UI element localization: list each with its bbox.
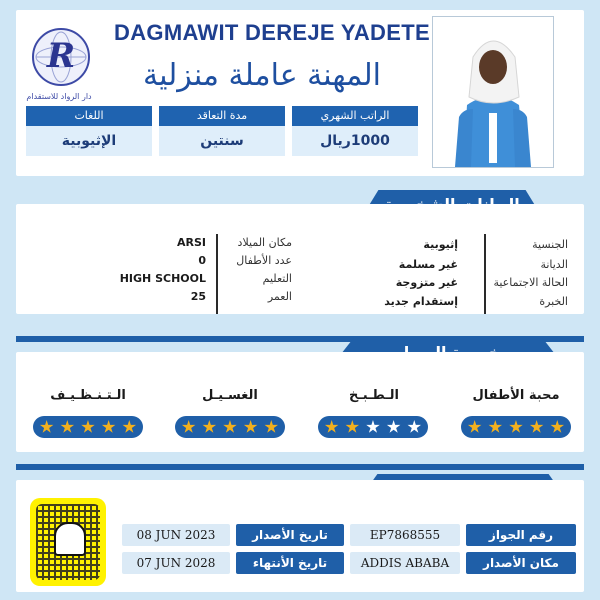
- worker-photo: [432, 16, 554, 168]
- star-filled-icon: [264, 420, 278, 434]
- skill-name-cleaning: الـتـنـظـيـف: [50, 388, 126, 403]
- expiry-date-label: تاريخ الأنتهاء: [236, 552, 344, 574]
- expiry-date-value: 07 JUN 2028: [122, 552, 230, 574]
- skill-name-cooking: الـطـبـخ: [348, 388, 399, 403]
- children-label: عدد الأطفال: [236, 254, 292, 267]
- skill-rating-childcare: [461, 416, 571, 438]
- issue-place-value: ADDIS ABABA: [350, 552, 460, 574]
- star-filled-icon: [468, 420, 482, 434]
- worker-name: DAGMAWIT DEREJE YADETE: [114, 20, 430, 45]
- star-filled-icon: [202, 420, 216, 434]
- contract-box: [159, 106, 285, 158]
- agency-logo: R: [32, 28, 90, 86]
- snapchat-qr-code[interactable]: [30, 498, 106, 586]
- marital-status-label: الحالة الاجتماعية: [493, 276, 568, 289]
- star-filled-icon: [223, 420, 237, 434]
- skill-rating-laundry: [175, 416, 285, 438]
- personal-divider-left: [216, 234, 218, 314]
- issue-date-label: تاريخ الأصدار: [236, 524, 344, 546]
- star-filled-icon: [81, 420, 95, 434]
- star-filled-icon: [102, 420, 116, 434]
- star-filled-icon: [530, 420, 544, 434]
- children-value: 0: [198, 254, 206, 267]
- snapchat-ghost-icon: [54, 522, 86, 556]
- star-filled-icon: [60, 420, 74, 434]
- star-filled-icon: [488, 420, 502, 434]
- contract-value: سنتين: [159, 126, 285, 156]
- star-filled-icon: [40, 420, 54, 434]
- star-filled-icon: [244, 420, 258, 434]
- nationality-value: إثيوبية: [423, 238, 458, 251]
- salary-label: الراتب الشهري: [292, 106, 418, 126]
- personal-divider-right: [484, 234, 486, 314]
- star-empty-icon: [387, 420, 401, 434]
- star-filled-icon: [325, 420, 339, 434]
- star-filled-icon: [122, 420, 136, 434]
- star-empty-icon: [366, 420, 380, 434]
- skill-rating-cleaning: [33, 416, 143, 438]
- passport-band: [16, 464, 584, 470]
- issue-date-value: 08 JUN 2023: [122, 524, 230, 546]
- birthplace-value: ARSI: [177, 236, 206, 249]
- religion-value: غير مسلمة: [398, 258, 458, 271]
- languages-box: [26, 106, 152, 158]
- personal-panel: [16, 204, 584, 314]
- star-empty-icon: [407, 420, 421, 434]
- marital-status-value: غير متزوجة: [395, 276, 458, 289]
- star-filled-icon: [345, 420, 359, 434]
- experience-value: إستقدام جديد: [384, 295, 458, 308]
- skill-name-childcare: محبة الأطفال: [472, 388, 560, 403]
- contract-label: مدة التعاقد: [159, 106, 285, 126]
- salary-value: 1000ريال: [292, 126, 418, 156]
- experience-label: الخبرة: [539, 295, 568, 308]
- birthplace-label: مكان الميلاد: [237, 236, 292, 249]
- passport-number-value: EP7868555: [350, 524, 460, 546]
- languages-value: الإثيوبية: [26, 126, 152, 156]
- skill-rating-cooking: [318, 416, 428, 438]
- age-label: العمر: [267, 290, 292, 303]
- education-value: HIGH SCHOOL: [119, 272, 206, 285]
- star-filled-icon: [550, 420, 564, 434]
- salary-box: [292, 106, 418, 158]
- nationality-label: الجنسية: [532, 238, 568, 251]
- languages-label: اللغات: [26, 106, 152, 126]
- job-title: المهنة عاملة منزلية: [143, 58, 381, 93]
- star-filled-icon: [182, 420, 196, 434]
- age-value: 25: [190, 290, 206, 303]
- issue-place-label: مكان الأصدار: [466, 552, 576, 574]
- religion-label: الديانة: [540, 258, 568, 271]
- education-label: التعليم: [262, 272, 292, 285]
- passport-number-label: رقم الجواز: [466, 524, 576, 546]
- star-filled-icon: [509, 420, 523, 434]
- skill-name-laundry: الغسـيـل: [202, 388, 258, 403]
- logo-caption: دار الرواد للاستقدام: [26, 92, 92, 101]
